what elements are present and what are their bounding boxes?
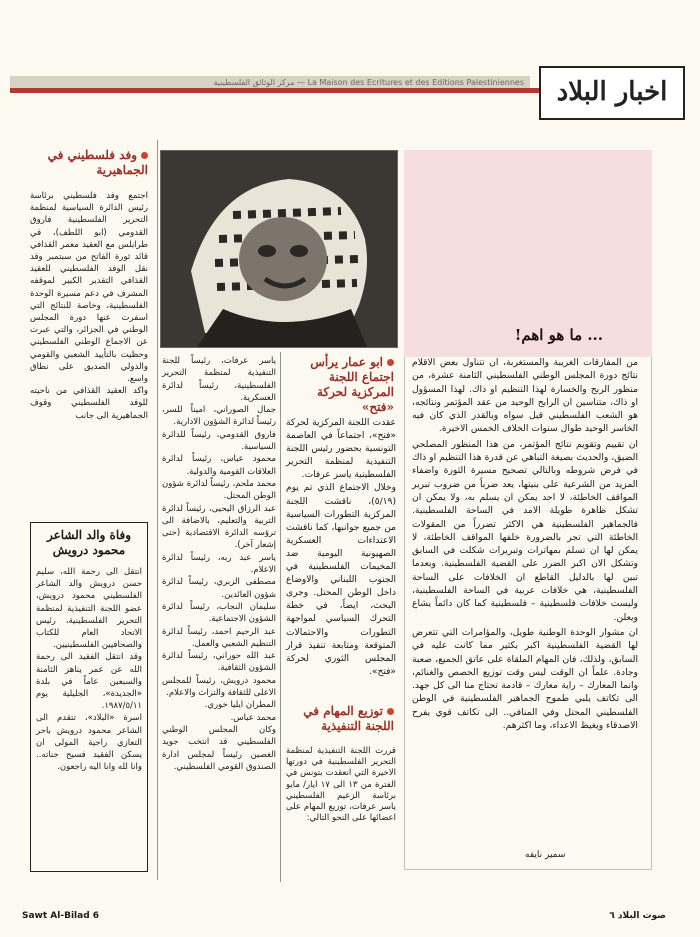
obituary-body bbox=[36, 566, 142, 773]
portrait-illustration bbox=[161, 151, 397, 347]
tasks-item: محمود درويش، رئيساً للمجلس الاعلى للثقافة والتراث والاعلام. bbox=[162, 675, 276, 699]
fatah-paragraph: عقدت اللجنة المركزية لحركة «فتح»، اجتماعاً في العاصمة التونسية بحضور رئيس اللجنة التنفيذية لمنظمة التحرير الفلسطينية ياسر عرفات. bbox=[286, 418, 396, 481]
column-divider bbox=[157, 140, 158, 880]
obituary-paragraph: اسرة «البلاد»، تتقدم الى الشاعر محمود درويش باحر التعازي راجية المولى ان يسكن الفقيد فسيح جناته.. وانا لله وانا اليه راجعون. bbox=[36, 713, 142, 773]
delegation-paragraph: اجتمع وفد فلسطيني برئاسة رئيس الدائرة السياسية لمنظمة التحرير الفلسطينية فاروق القدومي (ابو اللطف)، في طرابلس مع العقيد معمر القذافي قائد ثورة الفاتح من سبتمبر وقد نقل الوفد الفلسطيني للعقيد القذافي التقدير الكبير لموقفه المشرف في دعم مسيرة الوحدة الفلسطينية، وخاصة للنتائج التي اسفرت عنها دورة المجلس الوطني في الجزائر، والتي عبرت عن الاجماع الوطني الفلسطيني وحظيت بالتأييد الشعبي والقومي والدولي الصديق على نطاق واسع. bbox=[30, 191, 148, 385]
footer-left: Sawt Al-Bilad 6 bbox=[22, 911, 100, 921]
delegation-body bbox=[30, 190, 148, 422]
obituary-paragraph: وقد انتقل الفقيد الى رحمة الله عن عمر يناهز الثامنة والسبعين عاماً في بلدة «الجديدة»، الجليلية يوم ١٩٨٧/٥/١١. bbox=[36, 652, 142, 712]
red-bullet-icon bbox=[387, 708, 394, 715]
tasks-item: محمد عباس. bbox=[230, 712, 276, 723]
tasks-list bbox=[162, 355, 276, 773]
editorial-text bbox=[412, 356, 638, 734]
editorial-paragraph: ان مشوار الوحدة الوطنية طويل، والمؤامرات التي تتعرض لها القضية الفلسطينية اكبر بكثير مما كانت عليه في السابق، ولذلك، فان المهام الملقاة على عاتق الجميع، صعبة وجادة. علماً ان الوقت ليس وقت توزيع الحصص والغنائم، وانما المعارك – راية معارك – قادمة تحتاج منا الى كل جهد. الى تكاتف يلبي طموح الجماهير الفلسطينية في الوطن الفلسطيني المحتل وفي المنافي.. الى تكاتف قوي يفرح الاصدقاء ويغيظ الاعداء، وما اكثرهم. bbox=[412, 626, 638, 732]
delegation-paragraph: واكد العقيد القذافي من ناحيته للوفد الفلسطيني وقوف الجماهيرية الى جانب bbox=[30, 386, 148, 421]
tasks-item: سليمان النجاب، رئيساً لدائرة الشؤون الاجتماعية. bbox=[162, 601, 276, 625]
red-bullet-icon bbox=[141, 152, 148, 159]
editorial-author: سمير نايفه bbox=[525, 850, 566, 860]
tasks-item: ياسر عرفات، رئيساً للجنة التنفيذية لمنظمة التحرير الفلسطينية، رئيساً لدائرة العسكرية. bbox=[162, 356, 276, 403]
delegation-headline: وفد فلسطيني في الجماهيرية bbox=[47, 148, 148, 177]
column-divider bbox=[280, 352, 281, 882]
top-banner: La Maison des Ecritures et des Editions Palestiniennes — مركز الوثائق الفلسطينية bbox=[10, 76, 530, 90]
tasks-item: عبد الرزاق اليحيى، رئيساً لدائرة التربية والتعليم، بالاضافة الى ترؤسه الدائرة الاقتصادية (حتى إشعار آخر). bbox=[162, 503, 276, 551]
fatah-headline: ابو عمار يرأس اجتماع اللجنة المركزية لحركة «فتح» bbox=[310, 355, 394, 414]
tasks-item: المطران ايليا خوري. bbox=[204, 700, 276, 711]
footer-right: صوت البلاد ٦ bbox=[609, 911, 666, 921]
obituary-title: وفاة والد الشاعر محمود درويش bbox=[46, 528, 132, 557]
tasks-item: ياسر عبد ربه، رئيساً لدائرة الاعلام. bbox=[162, 552, 276, 576]
red-bullet-icon bbox=[387, 359, 394, 366]
portrait-photo bbox=[160, 150, 398, 348]
tasks-closing: وكان المجلس الوطني الفلسطيني قد انتخب جويد الغصين رئيساً لمجلس ادارة الصندوق القومي الفلسطيني. bbox=[162, 724, 276, 772]
tasks-item: فاروق القدومي، رئيساً للدائرة السياسية. bbox=[162, 429, 276, 453]
tasks-intro: قررت اللجنة التنفيذية لمنظمة التحرير الفلسطينية في دورتها الاخيرة التي انعقدت بتونس في الفترة من ١٣ الى ١٧ ايار/ مايو برئاسة الزعيم الفلسطيني ياسر عرفات، توزيع المهام على اعضائها على النحو التالي: bbox=[286, 746, 396, 824]
section-title: اخبار البلاد bbox=[539, 66, 685, 120]
obituary-paragraph: انتقل الى رحمة الله، سليم حسن درويش والد الشاعر الفلسطيني محمود درويش، عضو اللجنة التنفيذية لمنظمة التحرير الفلسطينية، رئيس الاتحاد العام للكتاب والصحافيين الفلسطينيين. bbox=[36, 567, 142, 651]
header-rule bbox=[10, 88, 542, 93]
editorial-title: ... ما هو اهم! bbox=[514, 326, 603, 344]
tasks-item: مصطفى الزبري، رئيساً لدائرة شؤون العائدين. bbox=[162, 577, 276, 600]
tasks-item: محمود عباس، رئيساً لدائرة العلاقات القومية والدولية. bbox=[162, 454, 276, 477]
tasks-item: محمد ملحم، رئيساً لدائرة شؤون الوطن المحتل. bbox=[162, 478, 276, 502]
fatah-body bbox=[286, 417, 396, 679]
tasks-item: عبد الله حوراني، رئيساً لدائرة الشؤون الثقافية. bbox=[162, 651, 276, 674]
editorial-paragraph: ان تقييم وتقويم نتائج المؤتمر، من هذا المنظور المصلحي الضيق، والحديث بصيغة التباهي عن قدرة هذا التنظيم او ذاك في فرض شروطه وبالتالي تصحيح مسيرة الثورة واضفاء المزيد من الشرعية على بنيتها، يعد ضرباً من ضروب تبرير المواقف الخاطئة، لا احد يمكن ان يسلم به، ولا يمكن ان تشكل ظاهرة طويلة الامد في الساحة الفلسطينية. فالجماهير الفلسطينية هي الاكثر تضرراً من المقولات الخاطئة التي تجر بالضرورة خلفها المواقف الخاطئة، لا يمكن لها ان تسلم بمهاترات وتبريرات شكلت في السابق وتشكل الان اكبر الضرر على القضية الفلسطينية. وبعدما تبين لها بالدليل القاطع ان الخلافات على الساحة الفلسطينية، هي خلافات عربية في الساحة الفلسطينية، وليست خلافات فلسطينية – فلسطينية كما كان دائماً يشاع ويعلن. bbox=[412, 438, 638, 623]
tasks-headline: توزيع المهام في اللجنة التنفيذية bbox=[303, 704, 394, 733]
tasks-item: جمال الصوراني، اميناً للسر، رئيساً لدائرة الشؤون الادارية. bbox=[162, 405, 276, 428]
tasks-item: عبد الرحيم احمد، رئيساً لدائرة التنظيم الشعبي والعمل. bbox=[162, 626, 276, 649]
editorial-paragraph: من المفارقات الغريبة والمستغربة، ان تتناول بعض الاقلام نتائج دورة المجلس الوطني الفلسطيني الثامنة عشرة، من منظور الربح والخسارة لهذا التنظيم او ذاك. لهذا المسؤول او ذاك، متناسين ان الرابح الوحيد من عقد المؤتمر ونتائجه، هو الشعب الفلسطيني قبل سواه وبالقدر الذي كان فيه الخاسر الوحيد طوال سنوات الخلاف الخمس الاخيرة. bbox=[412, 357, 638, 435]
fatah-paragraph: وخلال الاجتماع الذي تم يوم (٥/١٩)، ناقشت اللجنة المركزية التطورات السياسية من جميع جوانبها، كما ناقشت الاعتداءات العسكرية الصهيونية اليومية ضد المخيمات الفلسطينية في الجنوب اللبناني والاوضاع داخل الوطن المحتل. وجرى البحث، ايضاً، في خطة التحرك السياسي لمواجهة التطورات والاحتمالات المتوقعة ومتابعة تنفيذ قرار المجلس الثوري لحركة «فتح». bbox=[286, 483, 396, 677]
